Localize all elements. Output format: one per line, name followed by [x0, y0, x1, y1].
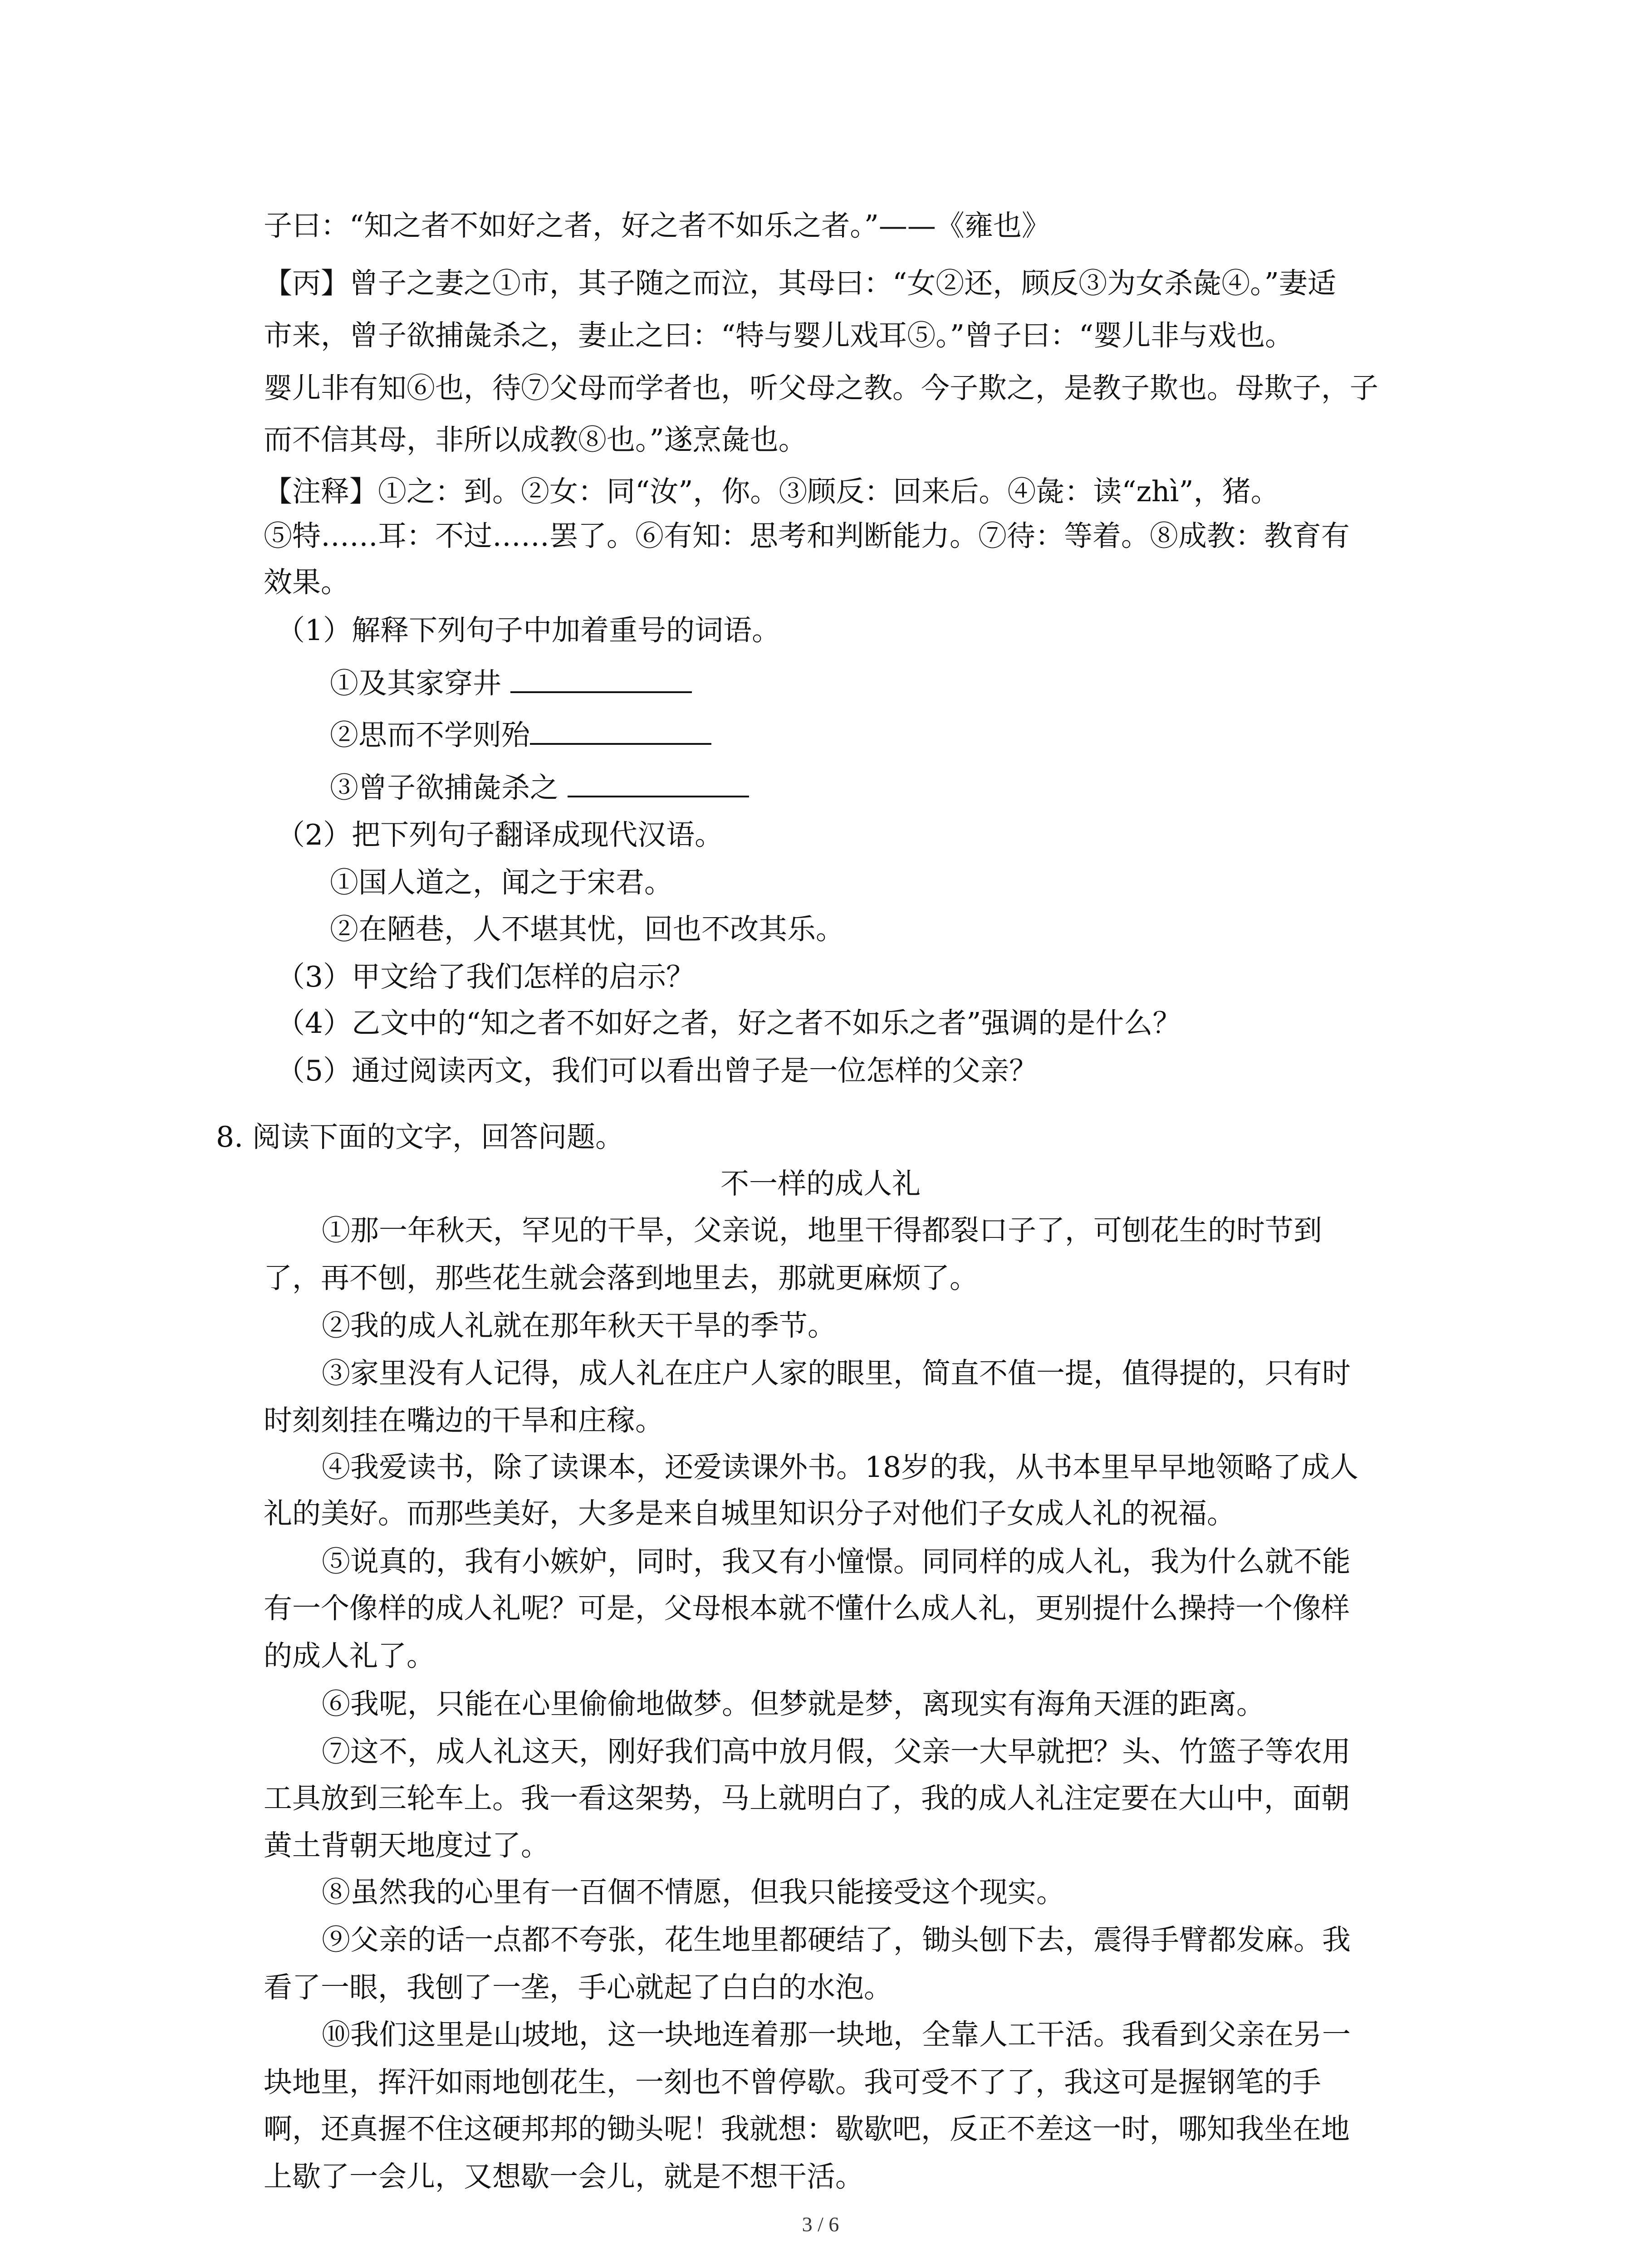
passage-line: ⑦这不，成人礼这天，刚好我们高中放月假，父亲一大早就把？头、竹篮子等农用	[322, 1735, 1351, 1768]
passage-line: 了，再不刨，那些花生就会落到地里去，那就更麻烦了。	[264, 1261, 978, 1295]
passage-line: ④我爱读书，除了读课本，还爱读课外书。18岁的我，从书本里早早地领略了成人	[322, 1451, 1359, 1484]
passage-line: 工具放到三轮车上。我一看这架势，马上就明白了，我的成人礼注定要在大山中，面朝	[264, 1782, 1350, 1815]
notes-line: 【注释】①之：到。②女：同“汝”，你。③顾反：回来后。④彘：读“zhì”，猪。	[264, 475, 1279, 508]
subquestion-1-item-b: ②思而不学则殆	[330, 715, 711, 753]
subquestion-5: （5）通过阅读丙文，我们可以看出曾子是一位怎样的父亲？	[276, 1054, 1038, 1087]
subquestion-1-item-c: ③曾子欲捕彘杀之	[330, 767, 749, 806]
passage-line: ⑩我们这里是山坡地，这一块地连着那一块地，全靠人工干活。我看到父亲在另一	[322, 2018, 1351, 2051]
subquestion-4: （4）乙文中的“知之者不如好之者，好之者不如乐之者”强调的是什么？	[276, 1007, 1181, 1040]
passage-line: 上歇了一会儿，又想歇一会儿，就是不想干活。	[264, 2160, 864, 2193]
passage-line: ⑨父亲的话一点都不夸张，花生地里都硬结了，锄头刨下去，震得手臂都发麻。我	[322, 1923, 1351, 1956]
subquestion-1-item-a: ①及其家穿井	[330, 663, 692, 702]
text-line: 市来，曾子欲捕彘杀之，妻止之曰：“特与婴儿戏耳⑤。”曾子曰：“婴儿非与戏也。	[264, 319, 1294, 352]
text-line: 而不信其母，非所以成教⑧也。”遂烹彘也。	[264, 423, 807, 456]
notes-line: ⑤特……耳：不过……罢了。⑥有知：思考和判断能力。⑦待：等着。⑧成教：教育有	[264, 519, 1350, 552]
passage-line: 看了一眼，我刨了一垄，手心就起了白白的水泡。	[264, 1971, 892, 2004]
passage-line: 有一个像样的成人礼呢？可是，父母根本就不懂什么成人礼，更别提什么操持一个像样	[264, 1592, 1350, 1625]
page-number: 3 / 6	[802, 2213, 839, 2236]
subquestion-2-item-b: ②在陋巷，人不堪其忧，回也不改其乐。	[330, 913, 844, 946]
text-line: 婴儿非有知⑥也，待⑦父母而学者也，听父母之教。今子欺之，是教子欺也。母欺子，子	[264, 371, 1378, 405]
passage-line: 的成人礼了。	[264, 1639, 435, 1672]
passage-line: 礼的美好。而那些美好，大多是来自城里知识分子对他们子女成人礼的祝福。	[264, 1497, 1235, 1530]
passage-line: ⑤说真的，我有小嫉妒，同时，我又有小憧憬。同同样的成人礼，我为什么就不能	[322, 1545, 1351, 1578]
text-line: 子曰：“知之者不如好之者，好之者不如乐之者。”——《雍也》	[264, 209, 1050, 242]
question-heading: 8. 阅读下面的文字，回答问题。	[216, 1120, 624, 1154]
subquestion-3: （3）甲文给了我们怎样的启示？	[276, 960, 695, 993]
subquestion-2: （2）把下列句子翻译成现代汉语。	[276, 818, 724, 851]
answer-blank[interactable]	[568, 767, 749, 797]
passage-line: ⑥我呢，只能在心里偷偷地做梦。但梦就是梦，离现实有海角天涯的距离。	[322, 1687, 1265, 1721]
passage-line: ③家里没有人记得，成人礼在庄户人家的眼里，简直不值一提，值得提的，只有时	[322, 1357, 1351, 1390]
answer-blank[interactable]	[510, 663, 692, 693]
text-line: 【丙】曾子之妻之①市，其子随之而泣，其母曰：“女②还，顾反③为女杀彘④。”妻适	[264, 267, 1336, 300]
passage-title: 不一样的成人礼	[720, 1167, 921, 1200]
passage-line: ⑧虽然我的心里有一百個不情愿，但我只能接受这个现实。	[322, 1876, 1065, 1909]
notes-line: 效果。	[264, 566, 349, 599]
passage-line: ①那一年秋天，罕见的干旱，父亲说，地里干得都裂口子了，可刨花生的时节到	[322, 1214, 1322, 1247]
subquestion-2-item-a: ①国人道之，闻之于宋君。	[330, 866, 673, 899]
passage-line: ②我的成人礼就在那年秋天干旱的季节。	[322, 1309, 836, 1342]
passage-line: 啊，还真握不住这硬邦邦的锄头呢！我就想：歇歇吧，反正不差这一时，哪知我坐在地	[264, 2112, 1350, 2146]
passage-line: 时刻刻挂在嘴边的干旱和庄稼。	[264, 1404, 664, 1437]
answer-blank[interactable]	[530, 715, 711, 745]
subquestion-1: （1）解释下列句子中加着重号的词语。	[276, 614, 781, 647]
passage-line: 黄土背朝天地度过了。	[264, 1829, 549, 1862]
passage-line: 块地里，挥汗如雨地刨花生，一刻也不曾停歇。我可受不了了，我这可是握钢笔的手	[264, 2066, 1321, 2099]
